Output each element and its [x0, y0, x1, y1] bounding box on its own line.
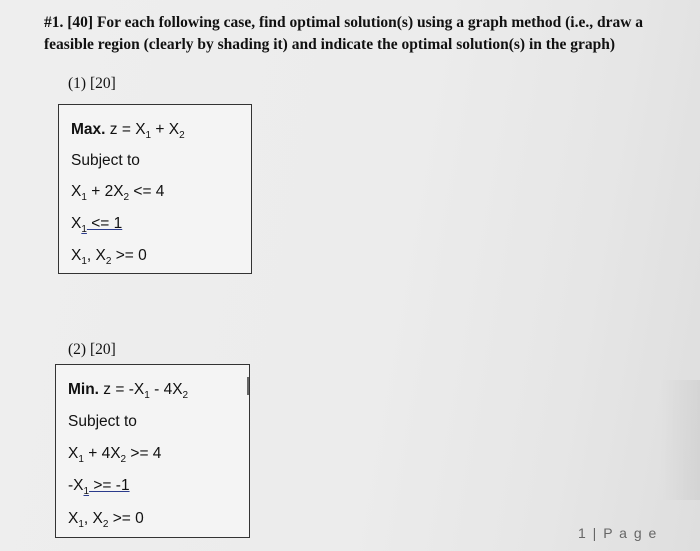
part2-constraint-1: $X_1 + 4X_2 >= 4$: [68, 445, 162, 465]
part1-objective: Max. $z = X_1 + X_2$: [71, 121, 185, 141]
page-number-footer: 1 | P a g e: [578, 525, 658, 541]
part2-objective: Min. $z = -X_1 - 4X_2$: [68, 381, 189, 401]
part1-label: (1) [20]: [68, 75, 116, 92]
part1-subject-to: Subject to: [71, 152, 140, 169]
page-shadow: [660, 380, 700, 500]
part2-constraint-2: $-X_1 >= -1$: [68, 477, 130, 497]
part2-label: (2) [20]: [68, 341, 116, 358]
part1-nonnegativity: $X_1$, $X_2 >= 0$: [71, 247, 147, 267]
question-text: #1. [40] For each following case, find optimal solution(s) using a graph method (i.e., draw a feasible region (clearly by shading it) and indicate the optimal solution(s) in the graph): [44, 14, 644, 53]
part1-constraint-2: $X_1 <= 1$: [71, 215, 123, 235]
text-cursor-mark: [247, 377, 249, 395]
part2-subject-to: Subject to: [68, 413, 137, 430]
part2-nonnegativity: $X_1$, $X_2 >= 0$: [68, 510, 144, 530]
part2-problem-box: [55, 364, 250, 538]
part1-problem-box: [58, 104, 252, 274]
part1-constraint-1: $X_1 + 2X_2 <= 4$: [71, 183, 165, 203]
